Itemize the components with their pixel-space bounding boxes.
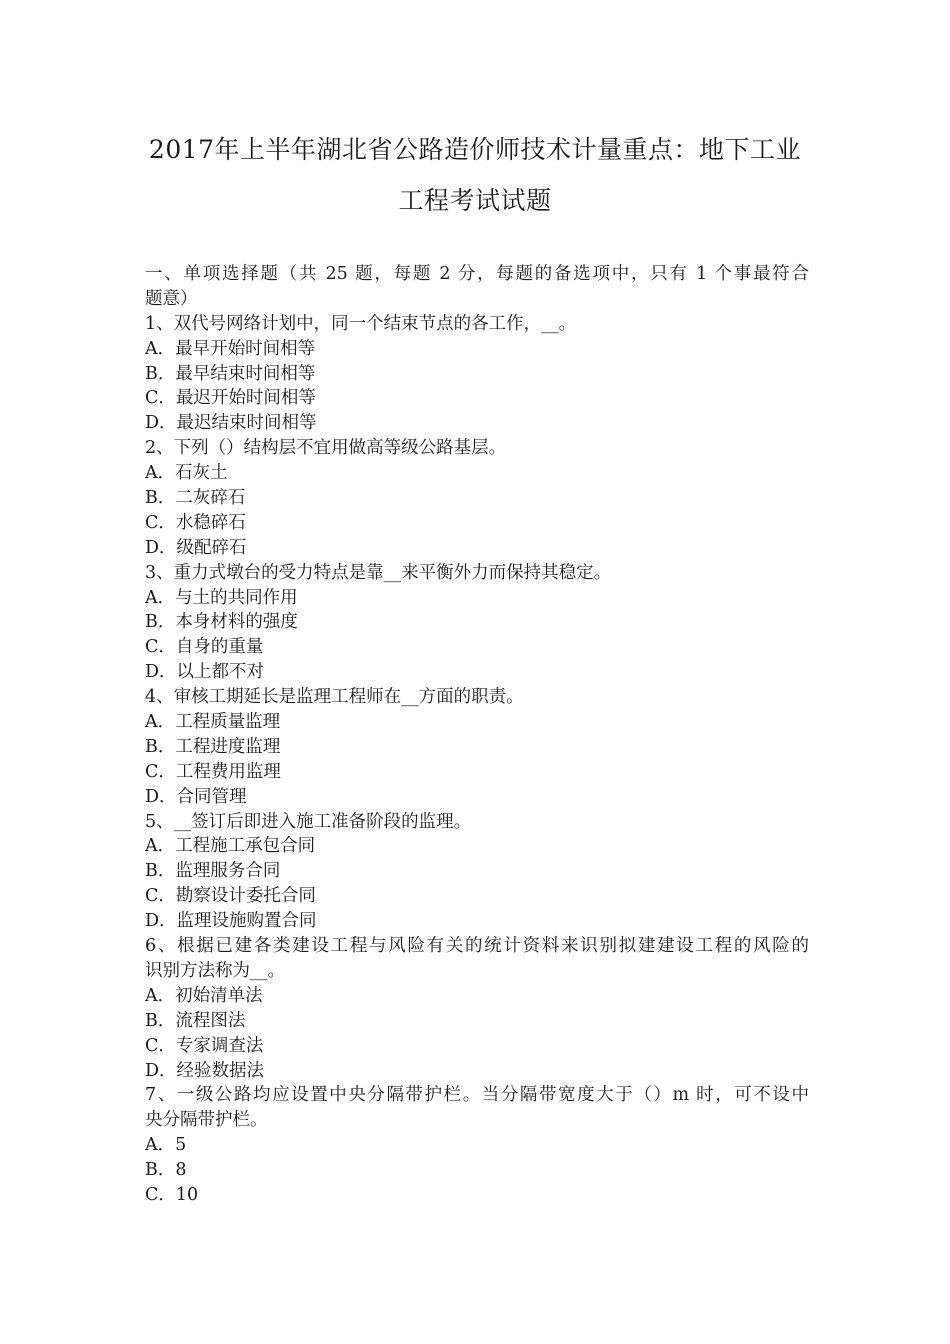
question-4	[145, 685, 809, 809]
question-5	[145, 810, 809, 934]
option-b: B．二灰碎石	[145, 488, 246, 509]
option-c: C．工程费用监理	[145, 761, 281, 782]
option-b: B．监理服务合同	[145, 861, 281, 882]
question-stem-line-2: 识别方法称为__。	[145, 960, 285, 981]
option-b: B．流程图法	[145, 1010, 246, 1031]
option-d: D．级配碎石	[145, 537, 247, 558]
option-c: C．勘察设计委托合同	[145, 886, 316, 907]
option-c: C．水稳碎石	[145, 512, 246, 533]
option-d: D．监理设施购置合同	[145, 911, 317, 932]
option-a: A．5	[145, 1135, 187, 1156]
option-a: A．最早开始时间相等	[145, 338, 316, 359]
question-stem: 5、__签订后即进入施工准备阶段的监理。	[145, 811, 472, 832]
option-a: A．工程施工承包合同	[145, 836, 316, 857]
section-heading-line-1: 一、单项选择题（共 25 题，每题 2 分，每题的备选项中，只有 1 个事最符合	[145, 264, 809, 284]
option-b: B．工程进度监理	[145, 736, 281, 757]
option-c: C．10	[145, 1184, 199, 1205]
question-stem-line-2: 央分隔带护栏。	[145, 1110, 268, 1131]
question-stem-line-1: 7、一级公路均应设置中央分隔带护栏。当分隔带宽度大于（）m 时，可不设中	[145, 1085, 809, 1106]
question-7	[145, 1083, 809, 1207]
option-c: C．专家调查法	[145, 1035, 264, 1056]
option-d: D．以上都不对	[145, 662, 265, 683]
document-title-line-1: 2017年上半年湖北省公路造价师技术计量重点：地下工业	[148, 135, 802, 164]
question-1	[145, 312, 809, 436]
option-b: B．8	[145, 1160, 187, 1181]
option-a: A．工程质量监理	[145, 712, 281, 733]
question-stem: 4、审核工期延长是监理工程师在__方面的职责。	[145, 687, 524, 708]
option-a: A．与土的共同作用	[145, 587, 298, 608]
option-a: A．初始清单法	[145, 985, 263, 1006]
option-c: C．自身的重量	[145, 637, 264, 658]
option-d: D．合同管理	[145, 786, 247, 807]
question-6	[145, 934, 809, 1083]
question-stem: 2、下列（）结构层不宜用做高等级公路基层。	[145, 438, 507, 459]
document-body	[145, 262, 809, 1208]
option-b: B．最早结束时间相等	[145, 363, 316, 384]
question-stem: 1、双代号网络计划中，同一个结束节点的各工作，__。	[145, 313, 577, 334]
option-b: B．本身材料的强度	[145, 612, 298, 633]
section-heading-line-2: 题意）	[145, 288, 198, 309]
option-c: C．最迟开始时间相等	[145, 388, 316, 409]
question-stem: 3、重力式墩台的受力特点是靠__来平衡外力而保持其稳定。	[145, 562, 612, 583]
option-a: A．石灰土	[145, 463, 228, 484]
option-d: D．经验数据法	[145, 1060, 265, 1081]
option-d: D．最迟结束时间相等	[145, 413, 317, 434]
question-stem-line-1: 6、根据已建各类建设工程与风险有关的统计资料来识别拟建建设工程的风险的	[145, 936, 809, 957]
question-2	[145, 436, 809, 560]
document-title-line-2: 工程考试试题	[398, 186, 552, 215]
question-3	[145, 561, 809, 685]
